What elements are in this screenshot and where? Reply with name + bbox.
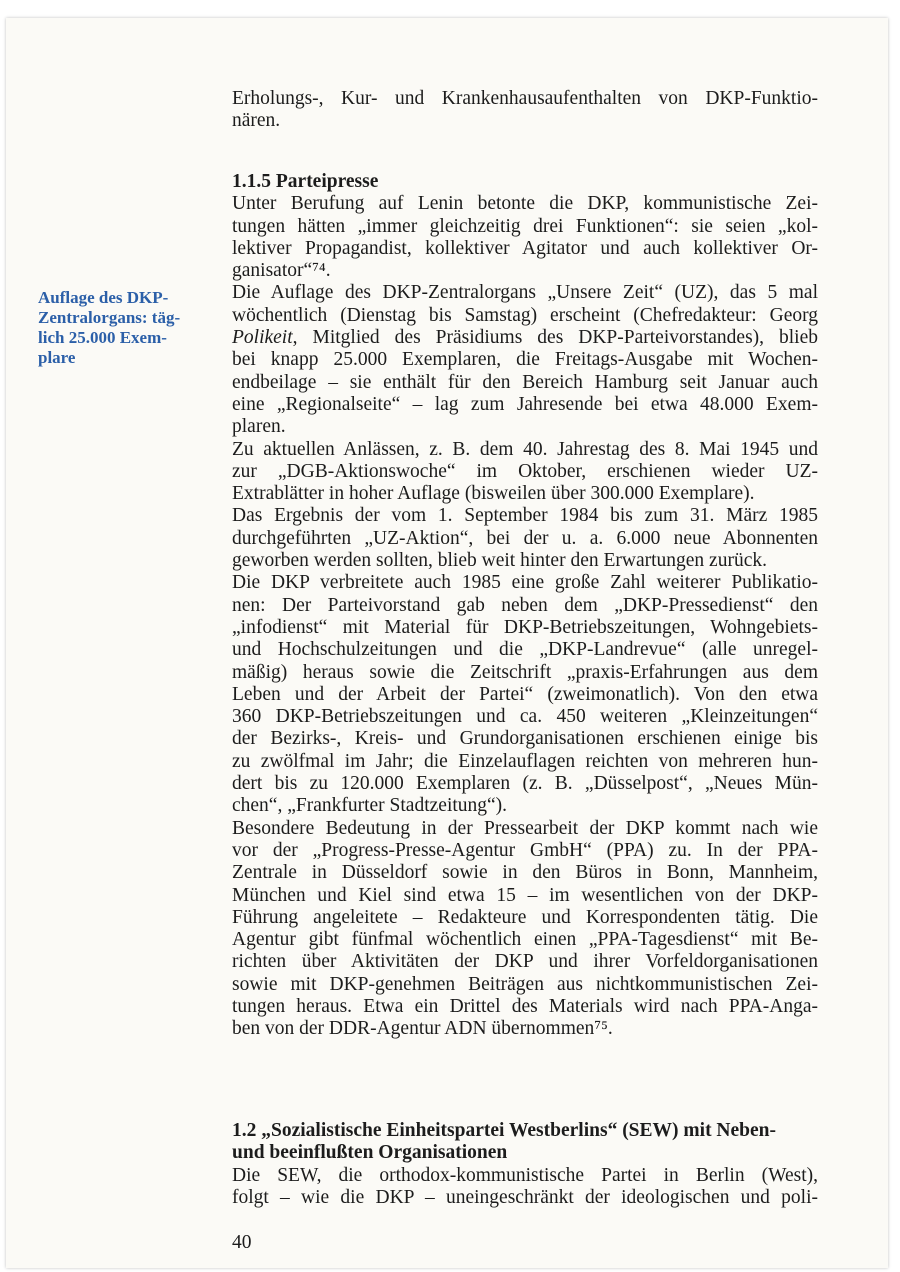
text-line: wöchentlich (Dienstag bis Samstag) erscheint (Chefredakteur: Georg [232, 304, 818, 326]
text-line: eine „Regionalseite“ – lag zum Jahresende bei etwa 48.000 Exem- [232, 393, 818, 415]
text-line: Zu aktuellen Anlässen, z. B. dem 40. Jahrestag des 8. Mai 1945 und [232, 438, 818, 460]
text-line: tungen hätten „immer gleichzeitig drei Funktionen“: sie seien „kol- [232, 215, 818, 237]
text-line: durchgeführten „UZ-Aktion“, bei der u. a. 6.000 neue Abonnenten [232, 527, 818, 549]
section-sew-paragraph [232, 1165, 818, 1210]
text-line: Agentur gibt fünfmal wöchentlich einen „PPA-Tagesdienst“ mit Be- [232, 929, 818, 951]
text-line: zu zwölfmal im Jahr; die Einzelauflagen reichten von mehreren hun- [232, 750, 818, 772]
text-line: 360 DKP-Betriebszeitungen und ca. 450 weiteren „Kleinzeitungen“ [232, 706, 818, 728]
text-line: Zentrale in Düsseldorf sowie in den Büros in Bonn, Mannheim, [232, 862, 818, 884]
text-line: Die SEW, die orthodox-kommunistische Partei in Berlin (West), [232, 1165, 818, 1186]
text-line: folgt – wie die DKP – uneingeschränkt der ideologischen und poli- [232, 1187, 818, 1209]
text-line: richten über Aktivitäten der DKP und ihrer Vorfeldorganisationen [232, 951, 818, 973]
section-heading-line: und beeinflußten Organisationen [232, 1142, 508, 1164]
text-line: der Bezirks-, Kreis- und Grundorganisationen erschienen einige bis [232, 728, 818, 750]
text-line: Extrablätter in hoher Auflage (bisweilen über 300.000 Exemplare). [232, 483, 755, 505]
text-line: sowie mit DKP-genehmen Beiträgen aus nichtkommunistischen Zei- [232, 973, 818, 995]
text-line: Das Ergebnis der vom 1. September 1984 bis zum 31. März 1985 [232, 505, 818, 527]
margin-note-line: plare [38, 348, 76, 367]
text-line: nären. [232, 110, 281, 132]
text-line: und Hochschulzeitungen und die „DKP-Landrevue“ (alle unregel- [232, 639, 818, 661]
section-heading-sew [232, 1120, 818, 1165]
text-line: Die DKP verbreitete auch 1985 eine große Zahl weiterer Publikatio- [232, 572, 818, 594]
text-line: Besondere Bedeutung in der Pressearbeit der DKP kommt nach wie [232, 817, 818, 839]
section-parteipresse [232, 171, 818, 1041]
text-line: tungen heraus. Etwa ein Drittel des Materials wird nach PPA-Anga- [232, 995, 818, 1017]
text-line: Führung angeleitete – Redakteure und Korrespondenten tätig. Die [232, 906, 818, 928]
section-heading-line: 1.2 „Sozialistische Einheitspartei Westberlins“ (SEW) mit Neben- [232, 1120, 777, 1141]
text-line: ganisator“⁷⁴. [232, 260, 331, 282]
text-line: zur „DGB-Aktionswoche“ im Oktober, erschienen wieder UZ- [232, 460, 818, 482]
text-line: bei knapp 25.000 Exemplaren, die Freitags-Ausgabe mit Wochen- [232, 349, 818, 371]
text-line: dert bis zu 120.000 Exemplaren (z. B. „Düsselpost“, „Neues Mün- [232, 773, 818, 795]
intro-paragraph [232, 88, 818, 133]
margin-note-line: Auflage des DKP- [38, 288, 169, 307]
text-line: Die Auflage des DKP-Zentralorgans „Unsere Zeit“ (UZ), das 5 mal [232, 282, 818, 304]
margin-note-line: Zentralorgans: täg- [38, 308, 181, 327]
text-line: Erholungs-, Kur- und Krankenhausaufenthalten von DKP-Funktio- [232, 88, 818, 109]
text-line: plaren. [232, 416, 286, 438]
text-line: München und Kiel sind etwa 15 – im wesentlichen von der DKP- [232, 884, 818, 906]
text-line: Unter Berufung auf Lenin betonte die DKP, kommunistische Zei- [232, 193, 818, 215]
page-number: 40 [232, 1232, 252, 1253]
text-line: endbeilage – sie enthält für den Bereich Hamburg seit Januar auch [232, 371, 818, 393]
text-line: chen“, „Frankfurter Stadtzeitung“). [232, 795, 508, 817]
text-line: Leben und der Arbeit der Partei“ (zweimonatlich). Von den etwa [232, 683, 818, 705]
text-line: ben von der DDR-Agentur ADN übernommen⁷⁵. [232, 1018, 613, 1040]
text-line: mäßig) heraus sowie die Zeitschrift „praxis-Erfahrungen aus dem [232, 661, 818, 683]
margin-note-line: lich 25.000 Exem- [38, 328, 167, 347]
section-heading: 1.1.5 Parteipresse [232, 171, 379, 192]
text-line: nen: Der Parteivorstand gab neben dem „DKP-Pressedienst“ den [232, 594, 818, 616]
text-line: geworben werden sollten, blieb weit hinter den Erwartungen zurück. [232, 550, 767, 572]
text-line: „infodienst“ mit Material für DKP-Betriebszeitungen, Wohngebiets- [232, 616, 818, 638]
text-line: vor der „Progress-Presse-Agentur GmbH“ (PPA) zu. In der PPA- [232, 839, 818, 861]
margin-note [38, 288, 198, 368]
text-line: lektiver Propagandist, kollektiver Agitator und auch kollektiver Or- [232, 237, 818, 259]
text-line: Polikeit, Mitglied des Präsidiums des DKP-Parteivorstandes), blieb [232, 327, 818, 349]
